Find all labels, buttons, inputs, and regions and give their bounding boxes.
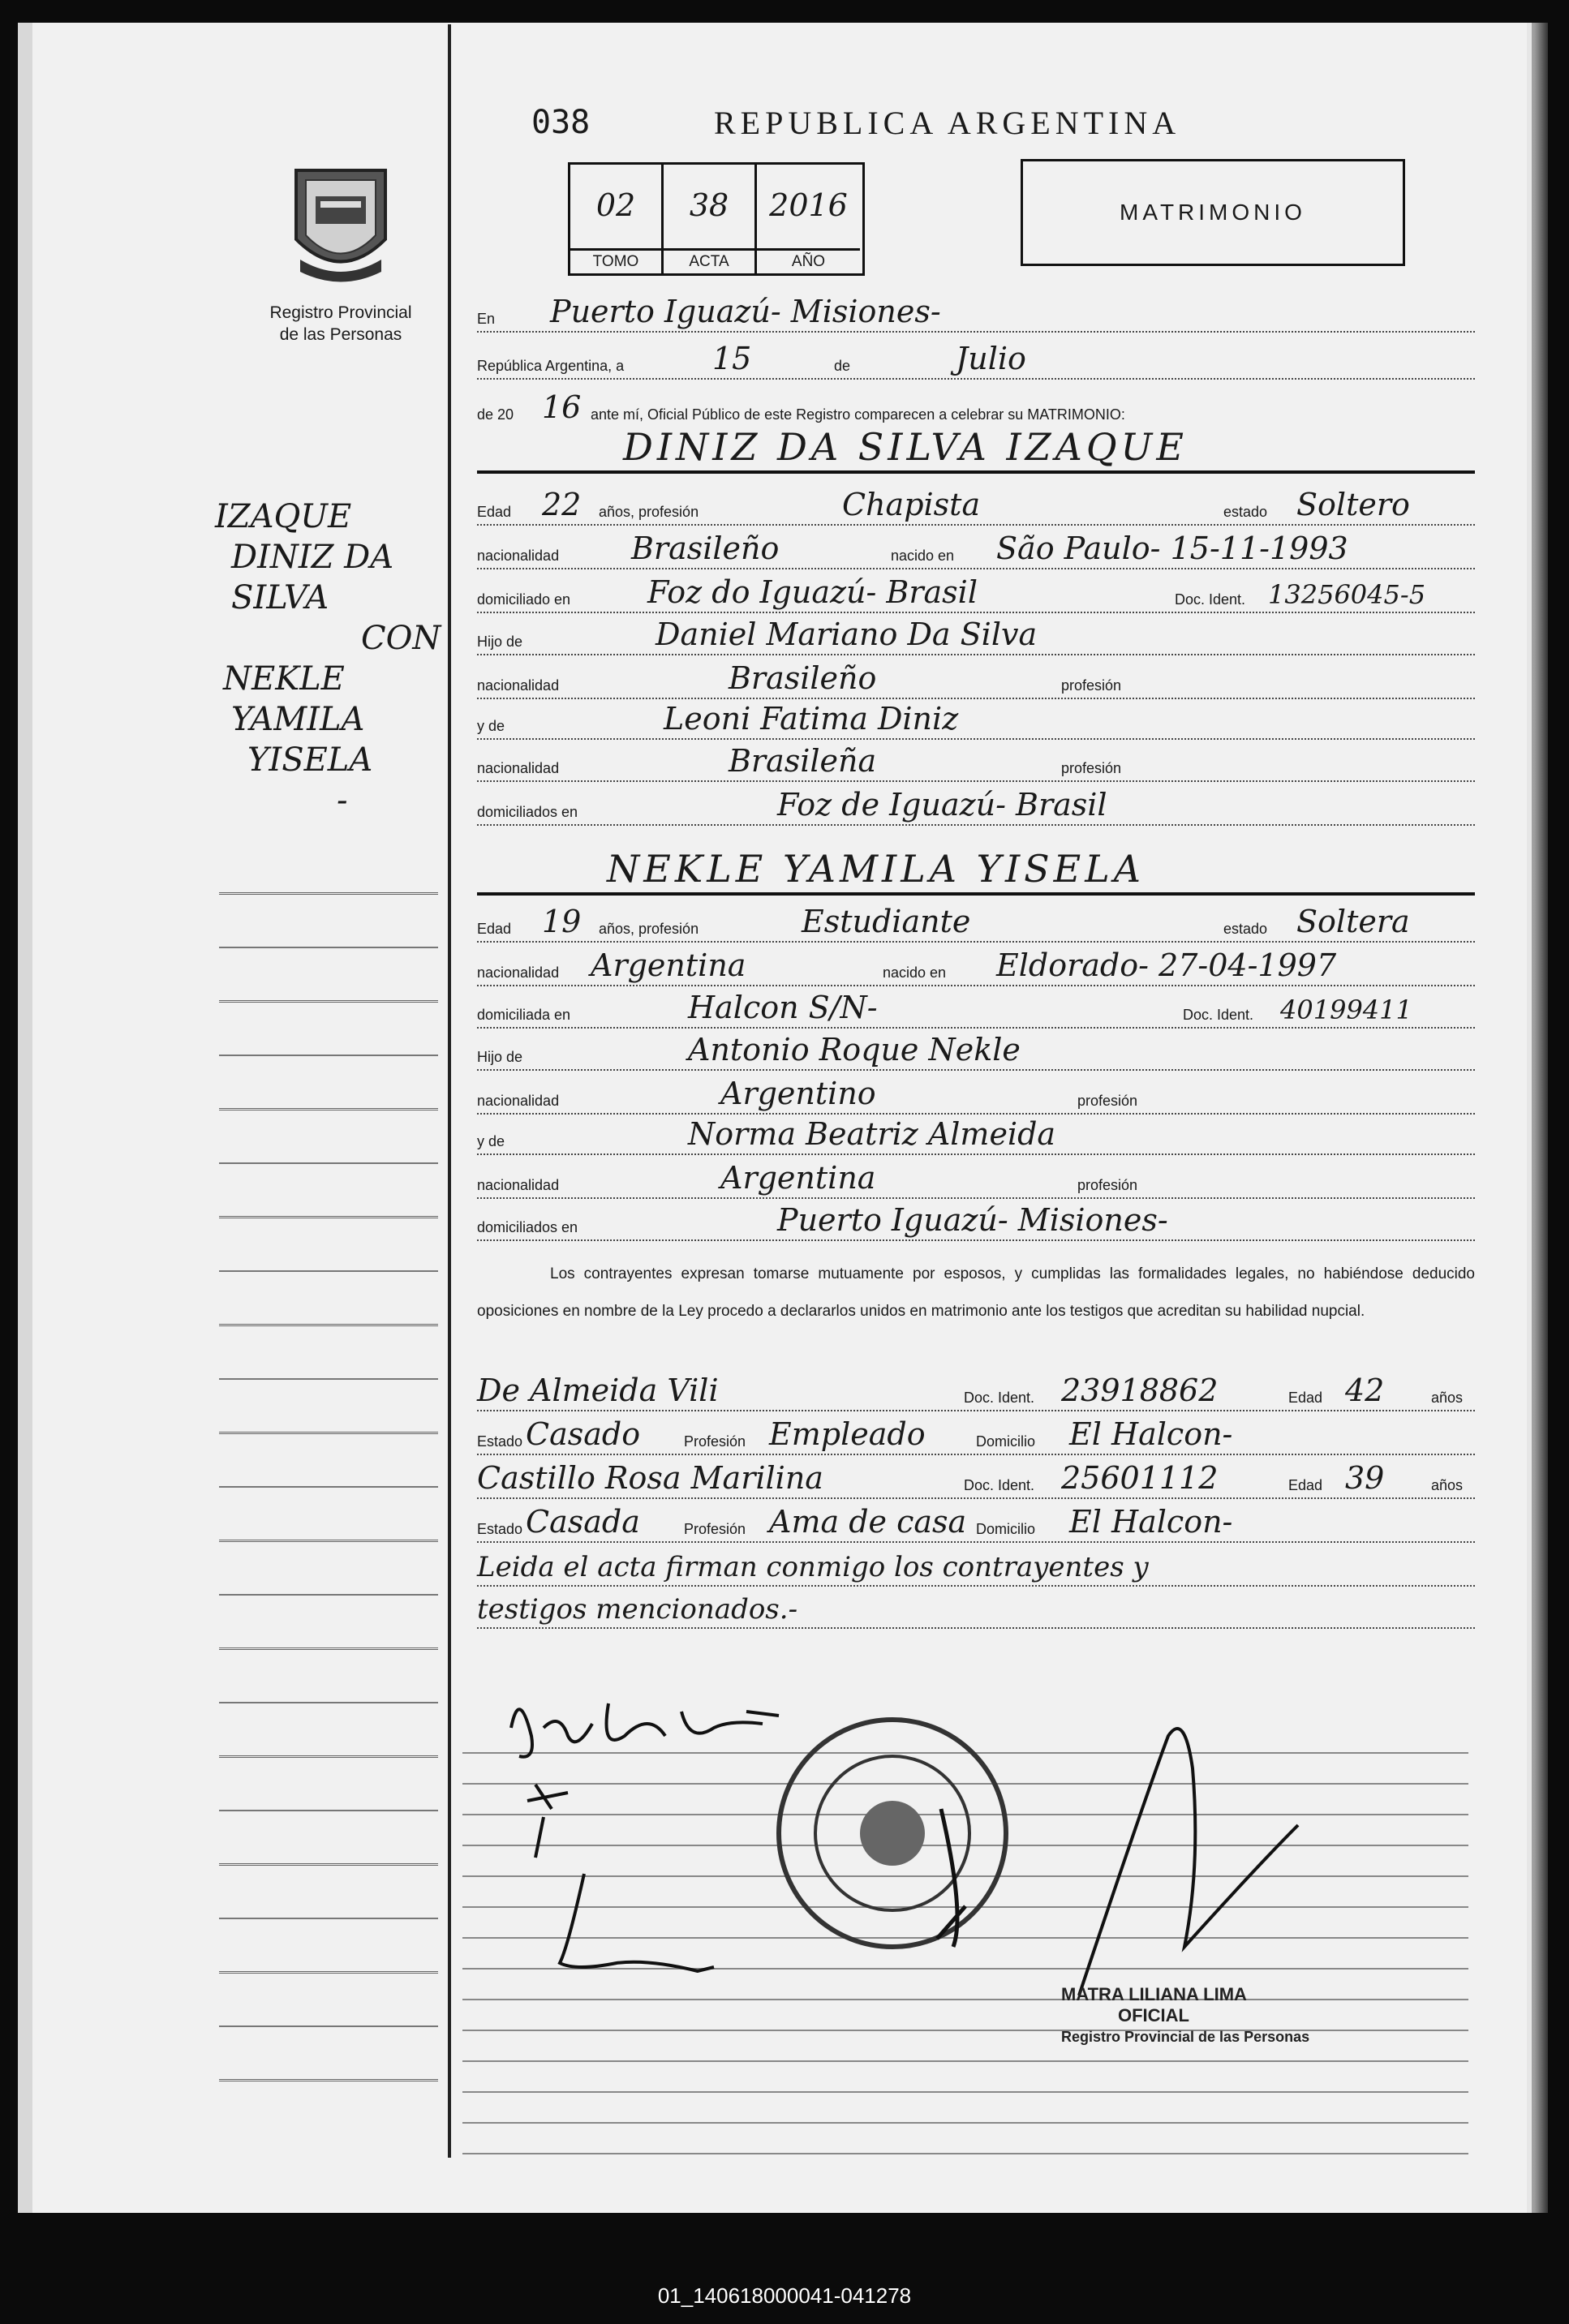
nacido-label: nacido en bbox=[883, 964, 947, 981]
bride-birth: Eldorado- 27-04-1997 bbox=[996, 947, 1337, 983]
bride-father-nationality: Argentino bbox=[720, 1076, 876, 1111]
margin-note-line: YISELA bbox=[247, 741, 373, 779]
domicilio-label: Domicilio bbox=[976, 1433, 1036, 1450]
edad-label: Edad bbox=[1288, 1477, 1323, 1493]
margin-note-line: - bbox=[337, 782, 348, 819]
witness-1-line bbox=[477, 1371, 1475, 1411]
margin-note-line: SILVA bbox=[231, 579, 329, 616]
bride-name: NEKLE YAMILA YISELA bbox=[607, 847, 1146, 891]
bride-address-line bbox=[477, 988, 1475, 1029]
groom-status: Soltero bbox=[1296, 487, 1410, 522]
official-stamp-icon bbox=[771, 1712, 1014, 1955]
intro-text: ante mí, Oficial Público de este Registro comparecen a celebrar su MATRIMONIO: bbox=[591, 406, 1125, 423]
bride-nationality: Argentina bbox=[591, 947, 746, 983]
country-heading: REPUBLICA ARGENTINA bbox=[714, 105, 1181, 141]
witness-2-doc: 25601112 bbox=[1061, 1460, 1219, 1496]
witness-2-occupation: Ama de casa bbox=[769, 1504, 967, 1540]
doc-label: Doc. Ident. bbox=[1175, 591, 1246, 608]
bride-age: 19 bbox=[542, 904, 582, 939]
witness-2-name: Castillo Rosa Marilina bbox=[477, 1460, 823, 1496]
profesion-label: Profesión bbox=[684, 1433, 746, 1450]
witness-1-status: Casado bbox=[526, 1416, 641, 1452]
bride-address: Halcon S/N- bbox=[688, 990, 878, 1025]
groom-father-line bbox=[477, 615, 1475, 655]
bride-mother-nationality: Argentina bbox=[720, 1160, 876, 1196]
groom-father: Daniel Mariano Da Silva bbox=[656, 616, 1038, 652]
bride-doc: 40199411 bbox=[1280, 994, 1412, 1025]
margin-ruled-lines bbox=[219, 892, 438, 2133]
groom-birth: São Paulo- 15-11-1993 bbox=[996, 531, 1348, 566]
place-value: Puerto Iguazú- Misiones- bbox=[550, 294, 941, 329]
witness-2-age: 39 bbox=[1345, 1460, 1385, 1496]
bride-parents-address-line bbox=[477, 1201, 1475, 1241]
domiciliados-label: domiciliados en bbox=[477, 804, 578, 820]
acta-label: ACTA bbox=[664, 248, 754, 273]
de-label: de bbox=[834, 358, 851, 374]
groom-name: DINIZ DA SILVA IZAQUE bbox=[623, 425, 1188, 469]
groom-mother-nationality: Brasileña bbox=[729, 743, 877, 779]
bride-father: Antonio Roque Nekle bbox=[688, 1032, 1021, 1067]
witness-1-details-line bbox=[477, 1415, 1475, 1455]
registry-line-2: de las Personas bbox=[279, 325, 402, 344]
closing-text-2: testigos mencionados.- bbox=[477, 1593, 798, 1626]
province-emblem-icon bbox=[288, 162, 393, 284]
groom-name-line bbox=[477, 414, 1475, 474]
record-index-box bbox=[568, 162, 865, 276]
doc-label: Doc. Ident. bbox=[964, 1390, 1035, 1406]
closing-text-1: Leida el acta firman conmigo los contrayentes y bbox=[477, 1551, 1149, 1583]
de20-label: de 20 bbox=[477, 406, 514, 423]
official-name: MATRA LILIANA LIMA bbox=[1061, 1984, 1247, 2004]
domiciliado-label: domiciliado en bbox=[477, 591, 571, 608]
bride-parents-address: Puerto Iguazú- Misiones- bbox=[777, 1202, 1168, 1238]
estado-label: Estado bbox=[477, 1521, 523, 1537]
doc-label: Doc. Ident. bbox=[1183, 1007, 1254, 1023]
edad-label: Edad bbox=[1288, 1390, 1323, 1406]
anio-value: 2016 bbox=[769, 187, 848, 223]
witness-2-details-line bbox=[477, 1502, 1475, 1543]
profesion-label: profesión bbox=[1077, 1093, 1138, 1109]
edad-label: Edad bbox=[477, 921, 512, 937]
official-registry: Registro Provincial de las Personas bbox=[1061, 2029, 1310, 2045]
edad-label: Edad bbox=[477, 504, 512, 520]
official-title: OFICIAL bbox=[1118, 2005, 1189, 2025]
record-type-box: MATRIMONIO bbox=[1021, 159, 1405, 266]
date-line bbox=[477, 339, 1475, 380]
groom-address-line bbox=[477, 573, 1475, 613]
bride-nationality-line bbox=[477, 946, 1475, 986]
profesion-label: profesión bbox=[1061, 760, 1122, 776]
acta-cell bbox=[664, 165, 757, 273]
witness-1-doc: 23918862 bbox=[1061, 1372, 1219, 1408]
estado-label: estado bbox=[1223, 921, 1268, 937]
nacionalidad-label: nacionalidad bbox=[477, 964, 560, 981]
domiciliados-label: domiciliados en bbox=[477, 1219, 578, 1235]
bride-occupation: Estudiante bbox=[802, 904, 971, 939]
groom-mother-line bbox=[477, 699, 1475, 740]
groom-address: Foz do Iguazú- Brasil bbox=[647, 574, 978, 610]
place-line bbox=[477, 292, 1475, 333]
folio-number: 038 bbox=[531, 104, 591, 141]
groom-father-nationality: Brasileño bbox=[729, 660, 877, 696]
witness-1-occupation: Empleado bbox=[769, 1416, 926, 1452]
nacionalidad-label: nacionalidad bbox=[477, 760, 560, 776]
groom-doc: 13256045-5 bbox=[1268, 579, 1426, 610]
domiciliada-label: domiciliada en bbox=[477, 1007, 571, 1023]
month-value: Julio bbox=[956, 341, 1026, 376]
tomo-value: 02 bbox=[595, 187, 636, 223]
en-label: En bbox=[477, 311, 496, 327]
groom-parents-address: Foz de Iguazú- Brasil bbox=[777, 787, 1107, 823]
acta-value: 38 bbox=[689, 187, 729, 223]
nacido-label: nacido en bbox=[891, 548, 955, 564]
image-footer-id: 01_140618000041-041278 bbox=[657, 2283, 912, 2308]
bride-age-line bbox=[477, 902, 1475, 943]
closing-line-1 bbox=[477, 1546, 1475, 1587]
hijo-label: Hijo de bbox=[477, 634, 523, 650]
doc-label: Doc. Ident. bbox=[964, 1477, 1035, 1493]
witness-2-line bbox=[477, 1458, 1475, 1499]
profesion-label: profesión bbox=[1077, 1177, 1138, 1193]
official-signature-block bbox=[1061, 1984, 1309, 2047]
estado-label: Estado bbox=[477, 1433, 523, 1450]
hijo-label: Hijo de bbox=[477, 1049, 523, 1065]
margin-divider bbox=[448, 24, 451, 2158]
registry-line-1: Registro Provincial bbox=[269, 303, 412, 322]
witness-1-address: El Halcon- bbox=[1069, 1416, 1233, 1452]
groom-father-nationality-line bbox=[477, 659, 1475, 699]
profesion-label: profesión bbox=[1061, 677, 1122, 694]
groom-age: 22 bbox=[542, 487, 582, 522]
bride-mother-nationality-line bbox=[477, 1158, 1475, 1199]
nacionalidad-label: nacionalidad bbox=[477, 677, 560, 694]
profesion-label: años, profesión bbox=[599, 504, 699, 520]
margin-note bbox=[215, 496, 441, 821]
margin-note-line: NEKLE bbox=[223, 660, 345, 698]
nacionalidad-label: nacionalidad bbox=[477, 548, 560, 564]
bride-mother: Norma Beatriz Almeida bbox=[688, 1116, 1056, 1152]
bride-status: Soltera bbox=[1296, 904, 1410, 939]
groom-mother-nationality-line bbox=[477, 741, 1475, 782]
witness-1-age: 42 bbox=[1345, 1372, 1385, 1408]
groom-occupation: Chapista bbox=[842, 487, 981, 522]
anio-label: AÑO bbox=[757, 248, 860, 273]
groom-nationality-line bbox=[477, 529, 1475, 569]
bride-mother-line bbox=[477, 1115, 1475, 1155]
yde-label: y de bbox=[477, 1133, 505, 1149]
bride-father-nationality-line bbox=[477, 1074, 1475, 1115]
year-value: 16 bbox=[542, 389, 582, 425]
closing-line-2 bbox=[477, 1588, 1475, 1629]
margin-note-line: CON bbox=[361, 620, 441, 657]
groom-parents-address-line bbox=[477, 785, 1475, 826]
margin-note-line: YAMILA bbox=[231, 701, 365, 738]
anos-label: años bbox=[1431, 1477, 1464, 1493]
tomo-label: TOMO bbox=[570, 248, 661, 273]
anio-cell bbox=[757, 165, 860, 273]
estado-label: estado bbox=[1223, 504, 1268, 520]
profesion-label: Profesión bbox=[684, 1521, 746, 1537]
bride-father-line bbox=[477, 1030, 1475, 1071]
nacionalidad-label: nacionalidad bbox=[477, 1177, 560, 1193]
margin-note-line: DINIZ DA bbox=[231, 539, 394, 576]
nacionalidad-label: nacionalidad bbox=[477, 1093, 560, 1109]
groom-nationality: Brasileño bbox=[631, 531, 780, 566]
yde-label: y de bbox=[477, 718, 505, 734]
anos-label: años bbox=[1431, 1390, 1464, 1406]
groom-age-line bbox=[477, 485, 1475, 526]
tomo-cell bbox=[570, 165, 664, 273]
domicilio-label: Domicilio bbox=[976, 1521, 1036, 1537]
declaration-text: Los contrayentes expresan tomarse mutuamente por esposos, y cumplidas las formalidades legales, no habiéndose deducido oposiciones en nombre de la Ley procedo a declararlos unidos en matrimonio ante los testigos que acreditan su habilidad nupcial. bbox=[477, 1265, 1475, 1320]
margin-note-line: IZAQUE bbox=[215, 498, 352, 535]
bride-name-line bbox=[477, 836, 1475, 896]
profesion-label: años, profesión bbox=[599, 921, 699, 937]
witness-2-status: Casada bbox=[526, 1504, 640, 1540]
groom-mother: Leoni Fatima Diniz bbox=[664, 701, 959, 737]
witness-2-address: El Halcon- bbox=[1069, 1504, 1233, 1540]
day-value: 15 bbox=[712, 341, 752, 376]
witness-1-name: De Almeida Vili bbox=[477, 1372, 719, 1408]
republica-label: República Argentina, a bbox=[477, 358, 625, 374]
registry-name bbox=[243, 302, 438, 346]
